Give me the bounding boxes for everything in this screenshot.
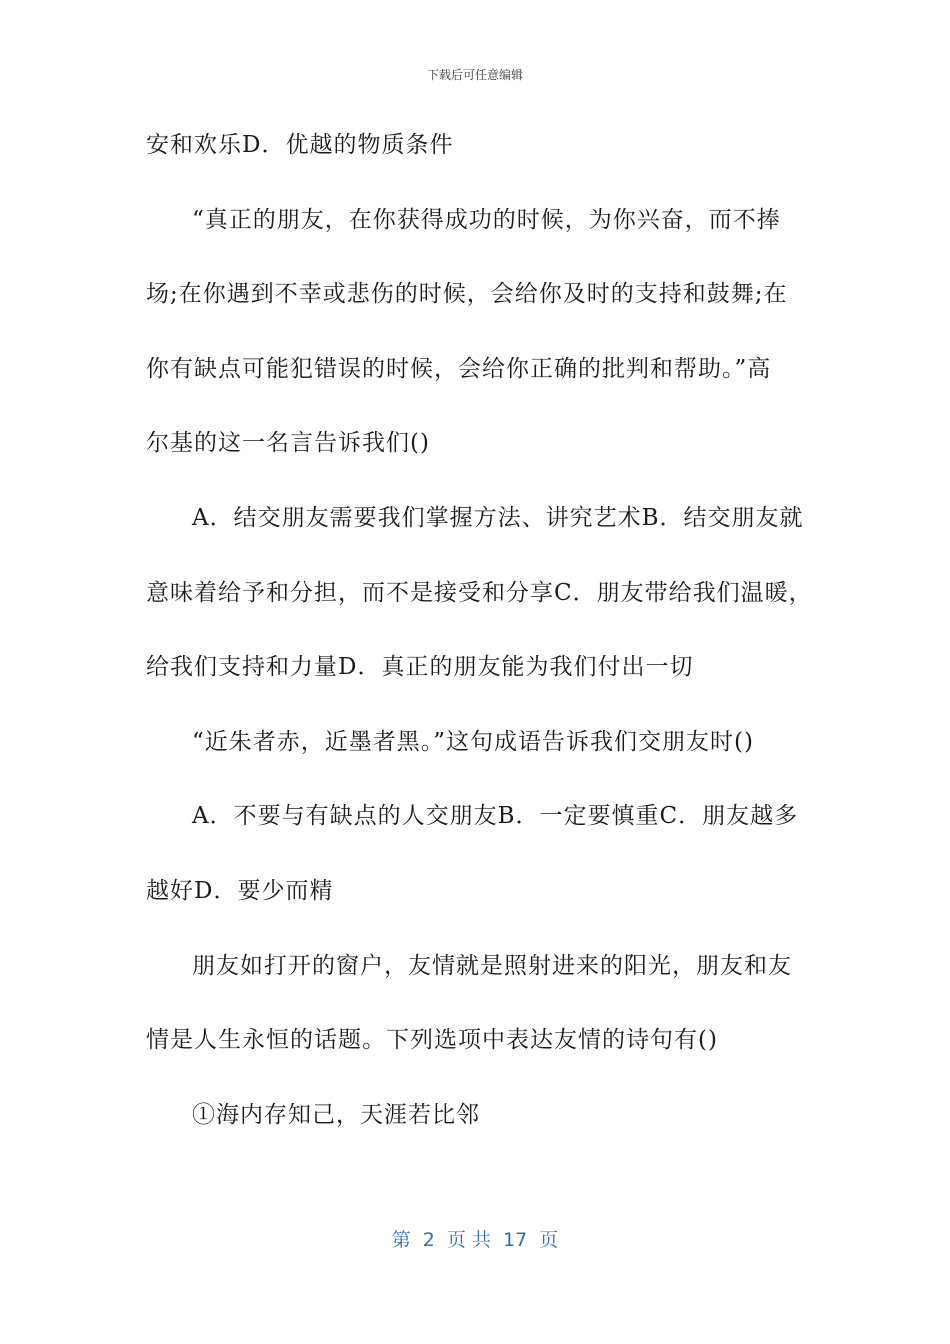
text-line: 情是人生永恒的话题。下列选项中表达友情的诗句有() (146, 1027, 718, 1054)
text-line: 给我们支持和力量D．真正的朋友能为我们付出一切 (146, 654, 694, 681)
text-line: 尔基的这一名言告诉我们() (146, 430, 430, 457)
text-line: ①海内存知己，天涯若比邻 (192, 1101, 480, 1128)
text-line: “真正的朋友，在你获得成功的时候，为你兴奋，而不捧 (192, 206, 781, 233)
text-line: 意味着给予和分担，而不是接受和分享C．朋友带给我们温暖， (146, 579, 813, 606)
document-body (146, 120, 813, 1164)
text-line: 你有缺点可能犯错误的时候，会给你正确的批判和帮助。”高 (146, 355, 772, 382)
text-line: A．结交朋友需要我们掌握方法、讲究艺术B．结交朋友就 (192, 504, 804, 531)
text-line: 越好D．要少而精 (146, 877, 334, 904)
page-number-footer: 第 2 页 共 17 页 (391, 1229, 559, 1251)
text-line: 安和欢乐D．优越的物质条件 (146, 132, 454, 158)
text-line: A．不要与有缺点的人交朋友B．一定要慎重C．朋友越多 (192, 803, 799, 830)
page-header-note: 下载后可任意编辑 (426, 68, 523, 82)
text-line: “近朱者赤，近墨者黑。”这句成语告诉我们交朋友时() (192, 728, 754, 755)
text-line: 场;在你遇到不幸或悲伤的时候，会给你及时的支持和鼓舞;在 (146, 281, 788, 308)
text-line: 朋友如打开的窗户，友情就是照射进来的阳光，朋友和友 (192, 952, 792, 979)
